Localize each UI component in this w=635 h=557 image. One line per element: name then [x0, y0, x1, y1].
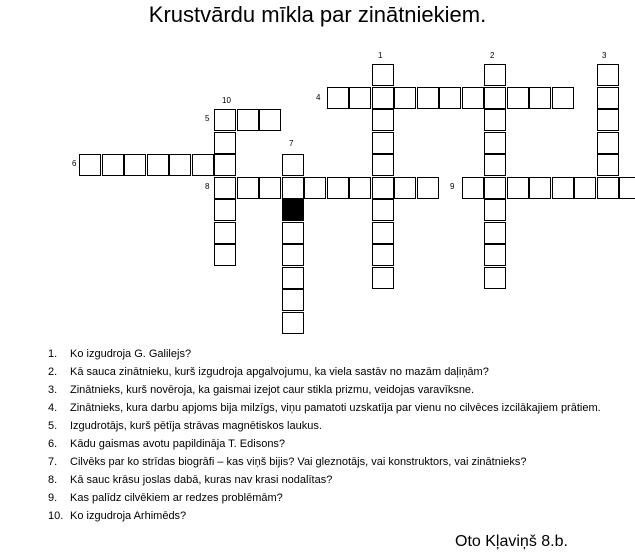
grid-number-8: 8	[205, 182, 210, 191]
crossword-cell[interactable]	[597, 177, 619, 199]
clue-list	[48, 345, 628, 525]
crossword-cell[interactable]	[484, 87, 506, 109]
grid-number-1: 1	[378, 51, 383, 60]
crossword-cell[interactable]	[484, 244, 506, 266]
crossword-cell[interactable]	[394, 87, 416, 109]
crossword-cell[interactable]	[394, 177, 416, 199]
clue-item: 2. Kā sauca zinātnieku, kurš izgudroja apgalvojumu, ka viela sastāv no mazām daļiņām?	[48, 366, 489, 378]
crossword-cell[interactable]	[372, 267, 394, 289]
clue-item: 6. Kādu gaismas avotu papildināja T. Edisons?	[48, 438, 286, 450]
crossword-cell[interactable]	[372, 222, 394, 244]
crossword-cell[interactable]	[484, 267, 506, 289]
crossword-cell[interactable]	[214, 177, 236, 199]
crossword-cell[interactable]	[214, 132, 236, 154]
clue-item: 9. Kas palīdz cilvēkiem ar redzes problēmām?	[48, 492, 283, 504]
crossword-cell[interactable]	[214, 222, 236, 244]
crossword-cell[interactable]	[282, 154, 304, 176]
crossword-cell[interactable]	[349, 177, 371, 199]
crossword-cell[interactable]	[237, 109, 259, 131]
crossword-cell[interactable]	[417, 177, 439, 199]
crossword-cell[interactable]	[619, 177, 635, 199]
clue-item: 3. Zinātnieks, kurš novēroja, ka gaismai izejot caur stikla prizmu, veidojas varavīksne.	[48, 384, 475, 396]
crossword-cell[interactable]	[529, 177, 551, 199]
crossword-cell[interactable]	[484, 132, 506, 154]
crossword-cell[interactable]	[529, 87, 551, 109]
crossword-cell[interactable]	[349, 87, 371, 109]
crossword-cell[interactable]	[574, 177, 596, 199]
grid-number-5: 5	[205, 114, 210, 123]
clue-item: 8. Kā sauc krāsu joslas dabā, kuras nav krasi nodalītas?	[48, 474, 333, 486]
crossword-cell[interactable]	[552, 177, 574, 199]
crossword-cell[interactable]	[214, 154, 236, 176]
grid-number-3: 3	[602, 51, 607, 60]
crossword-cell[interactable]	[282, 222, 304, 244]
crossword-cell[interactable]	[372, 199, 394, 221]
crossword-cell[interactable]	[147, 154, 169, 176]
crossword-cell[interactable]	[417, 87, 439, 109]
crossword-cell[interactable]	[282, 244, 304, 266]
grid-number-6: 6	[72, 159, 77, 168]
clue-item: 7. Cilvēks par ko strīdas biogrāfi – kas viņš bijis? Vai gleznotājs, vai konstruktors, vai zinātnieks?	[48, 456, 527, 468]
crossword-cell[interactable]	[597, 87, 619, 109]
clue-item: 5. Izgudrotājs, kurš pētīja strāvas magnētiskos laukus.	[48, 420, 322, 432]
crossword-cell[interactable]	[484, 177, 506, 199]
crossword-cell[interactable]	[214, 244, 236, 266]
crossword-cell[interactable]	[439, 87, 461, 109]
crossword-cell[interactable]	[507, 87, 529, 109]
clue-item: 1. Ko izgudroja G. Galilejs?	[48, 348, 192, 360]
grid-number-9: 9	[450, 182, 455, 191]
crossword-cell[interactable]	[282, 177, 304, 199]
crossword-cell[interactable]	[169, 154, 191, 176]
crossword-cell[interactable]	[372, 64, 394, 86]
crossword-cell[interactable]	[237, 177, 259, 199]
crossword-cell[interactable]	[484, 109, 506, 131]
crossword-cell[interactable]	[597, 109, 619, 131]
crossword-cell[interactable]	[282, 312, 304, 334]
crossword-cell[interactable]	[259, 177, 281, 199]
clue-item: 4. Zinātnieks, kura darbu apjoms bija milzīgs, viņu pamatoti uzskatīja par vienu no cilvēces izcilākajiem prātiem.	[48, 402, 601, 414]
crossword-cell[interactable]	[372, 154, 394, 176]
crossword-cell[interactable]	[192, 154, 214, 176]
crossword-cell[interactable]	[597, 154, 619, 176]
crossword-cell[interactable]	[552, 87, 574, 109]
crossword-cell[interactable]	[372, 109, 394, 131]
crossword-cell[interactable]	[259, 109, 281, 131]
crossword-cell[interactable]	[79, 154, 101, 176]
crossword-cell[interactable]	[462, 177, 484, 199]
crossword-cell[interactable]	[597, 64, 619, 86]
crossword-cell[interactable]	[372, 87, 394, 109]
crossword-cell[interactable]	[484, 199, 506, 221]
crossword-cell[interactable]	[462, 87, 484, 109]
crossword-cell[interactable]	[124, 154, 146, 176]
author-name: Oto Kļaviņš 8.b.	[455, 533, 568, 550]
grid-number-7: 7	[289, 139, 294, 148]
crossword-cell[interactable]	[484, 154, 506, 176]
clue-item: 10. Ko izgudroja Arhimēds?	[48, 510, 187, 522]
crossword-cell[interactable]	[214, 199, 236, 221]
crossword-cell[interactable]	[327, 177, 349, 199]
grid-number-2: 2	[490, 51, 495, 60]
crossword-cell[interactable]	[372, 177, 394, 199]
crossword-cell[interactable]	[102, 154, 124, 176]
crossword-cell[interactable]	[484, 222, 506, 244]
crossword-cell[interactable]	[372, 132, 394, 154]
blocked-cell	[282, 199, 304, 221]
crossword-cell[interactable]	[282, 267, 304, 289]
crossword-cell[interactable]	[327, 87, 349, 109]
crossword-cell[interactable]	[282, 289, 304, 311]
grid-number-4: 4	[316, 93, 321, 102]
crossword-cell[interactable]	[507, 177, 529, 199]
page-title: Krustvārdu mīkla par zinātniekiem.	[148, 2, 487, 27]
grid-number-10: 10	[222, 96, 231, 105]
crossword-cell[interactable]	[214, 109, 236, 131]
crossword-cell[interactable]	[304, 177, 326, 199]
crossword-cell[interactable]	[484, 64, 506, 86]
crossword-cell[interactable]	[597, 132, 619, 154]
crossword-cell[interactable]	[372, 244, 394, 266]
